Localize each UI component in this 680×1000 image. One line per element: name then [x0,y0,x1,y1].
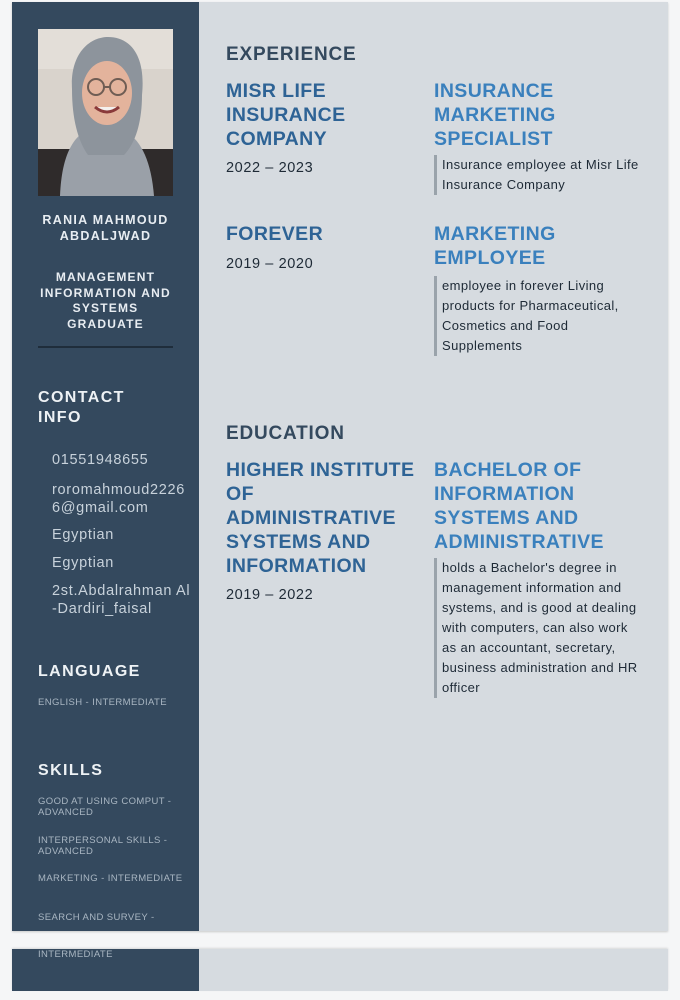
candidate-role: MANAGEMENT INFORMATION AND SYSTEMS GRADUATE [40,270,171,331]
skill-item: SEARCH AND SURVEY - [38,912,155,923]
skill-item: INTERPERSONAL SKILLS - ADVANCED [38,835,168,857]
experience-organization: FOREVER [226,223,324,245]
sidebar-divider [38,346,173,348]
experience-dates: 2019 – 2020 [226,256,314,272]
experience-position: MARKETING EMPLOYEE [434,223,556,269]
skills-heading: SKILLS [38,762,104,779]
candidate-name: RANIA MAHMOUD ABDALJWAD [42,213,169,243]
profile-photo [38,29,173,196]
main-content [199,2,668,931]
education-institution: HIGHER INSTITUTE OF ADMINISTRATIVE SYSTEMS AND INFORMATION [226,459,415,577]
education-degree: BACHELOR OF INFORMATION SYSTEMS AND ADMINISTRATIVE [434,459,604,553]
contact-address: 2st.Abdalrahman Al-Dardiri_faisal [52,583,191,617]
education-description: holds a Bachelor's degree in management information and systems, and is good at dealing with computers, can also work as an accountant, secretary, business administration and HR officer [434,558,644,698]
resume-page-2 [12,949,668,991]
sidebar [12,2,199,931]
experience-heading: EXPERIENCE [226,44,357,65]
contact-nationality: Egyptian [52,527,115,543]
language-item: ENGLISH - INTERMEDIATE [38,697,167,708]
contact-info-heading: CONTACT INFO [38,389,125,426]
resume-page-1 [12,2,668,931]
contact-phone: 01551948655 [52,452,149,468]
sidebar-page-2 [12,949,199,991]
education-dates: 2019 – 2022 [226,587,314,603]
experience-position: INSURANCE MARKETING SPECIALIST [434,80,556,150]
skill-item: GOOD AT USING COMPUT - ADVANCED [38,796,172,818]
skill-item: MARKETING - INTERMEDIATE [38,873,183,884]
education-heading: EDUCATION [226,423,345,444]
experience-organization: MISR LIFE INSURANCE COMPANY [226,80,346,150]
contact-email: roromahmoud22266@gmail.com [52,482,186,516]
skill-item: INTERMEDIATE [38,949,113,960]
experience-description: Insurance employee at Misr Life Insurance Company [434,155,644,195]
experience-dates: 2022 – 2023 [226,160,314,176]
language-heading: LANGUAGE [38,663,141,680]
experience-description: employee in forever Living products for Pharmaceutical, Cosmetics and Food Supplements [434,276,644,356]
contact-nationality-2: Egyptian [52,555,115,571]
